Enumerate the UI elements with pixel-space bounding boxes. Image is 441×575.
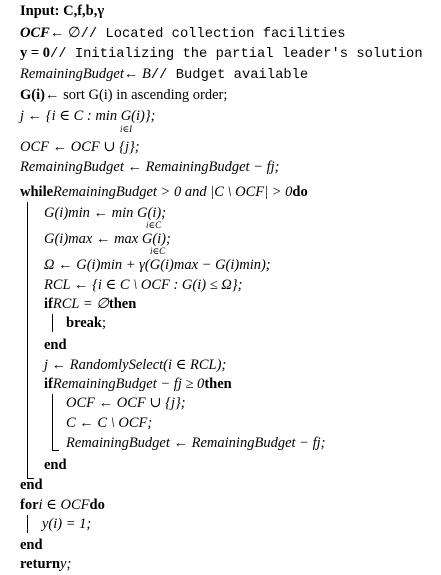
ocf-union-text: OCF ← OCF ∪ {j}; <box>20 139 140 155</box>
assign-empty: ← ∅ <box>49 25 81 41</box>
if-body-bar <box>52 314 53 332</box>
line-end-for <box>20 538 43 556</box>
ocf-symbol: OCF <box>20 25 50 41</box>
remaining-budget-symbol: RemainingBudget <box>20 66 124 82</box>
semicolon: ; <box>102 315 107 331</box>
input-line <box>20 4 104 22</box>
line-ocf-union-2 <box>66 396 186 414</box>
y-init: y = 0 <box>20 45 51 61</box>
line-budget-update <box>20 160 279 178</box>
gmin-text: G(i)min ← min G(i); <box>44 205 167 221</box>
comment-text: // Budget available <box>150 68 309 83</box>
random-select-text: j ← RandomlySelect(i ∈ RCL); <box>44 357 227 373</box>
line-omega <box>44 258 271 276</box>
for-condition: i ∈ OCF <box>38 497 90 513</box>
line-end-if-2 <box>44 458 67 476</box>
assign-b: ← B <box>123 66 151 82</box>
subscript-text: i∈C <box>146 220 162 230</box>
return-keyword: return <box>20 556 61 572</box>
c-update-text: C ← C \ OCF; <box>66 415 153 431</box>
line-break <box>66 316 106 334</box>
comment-text: // Located collection facilities <box>80 27 346 42</box>
input-text: Input: C,f,b,γ <box>20 3 105 19</box>
line-select-min <box>20 109 156 127</box>
line-y-init <box>20 46 423 64</box>
line-rcl <box>44 278 242 296</box>
line-end-while <box>20 478 43 496</box>
for-keyword: for <box>20 497 39 513</box>
do-keyword: do <box>89 497 105 513</box>
line-y-assign <box>42 517 91 535</box>
g-symbol: G(i) <box>20 87 45 103</box>
line-budget-init <box>20 67 308 85</box>
if-keyword: if <box>44 376 53 392</box>
end-keyword: end <box>20 537 43 553</box>
line-sort <box>20 88 227 106</box>
if-body-bar <box>52 394 53 450</box>
if-condition: RemainingBudget − fj ≥ 0 <box>52 376 205 392</box>
while-body-bar <box>27 202 28 478</box>
while-keyword: while <box>20 184 54 200</box>
line-random-select <box>44 358 226 376</box>
omega-text: Ω ← G(i)min + γ(G(i)max − G(i)min); <box>44 257 271 273</box>
line-for <box>20 498 105 516</box>
while-condition: RemainingBudget > 0 and |C \ OCF| > 0 <box>53 184 293 200</box>
return-value: y; <box>60 556 72 572</box>
sort-text: ← sort G(i) in ascending order; <box>44 87 228 103</box>
ocf-union-text: OCF ← OCF ∪ {j}; <box>66 395 186 411</box>
line-while <box>20 185 308 203</box>
budget-update-text: RemainingBudget ← RemainingBudget − fj; <box>66 435 326 451</box>
line-ocf-init <box>20 26 346 44</box>
then-keyword: then <box>108 296 137 312</box>
gmax-text: G(i)max ← max G(i); <box>44 231 171 247</box>
line-ocf-union <box>20 140 140 158</box>
for-body-bar <box>27 515 28 533</box>
comment-text: // Initializing the partial leader's solution <box>50 47 423 62</box>
line-if-rcl-empty <box>44 297 136 315</box>
end-keyword: end <box>20 477 43 493</box>
if-condition: RCL = ∅ <box>52 296 109 312</box>
break-keyword: break <box>66 315 102 331</box>
do-keyword: do <box>292 184 308 200</box>
end-keyword: end <box>44 457 67 473</box>
subscript-text: i∈I <box>120 124 133 134</box>
line-budget-update-2 <box>66 436 325 454</box>
subscript-text: i∈C <box>150 246 166 256</box>
select-min-text: j ← {i ∈ C : min G(i)}; <box>20 108 156 124</box>
then-keyword: then <box>204 376 232 392</box>
line-return <box>20 557 71 575</box>
rcl-text: RCL ← {i ∈ C \ OCF : G(i) ≤ Ω}; <box>44 277 243 293</box>
line-end-if <box>44 338 67 356</box>
line-c-update <box>66 416 152 434</box>
if-body-hook <box>52 450 59 451</box>
if-keyword: if <box>44 296 53 312</box>
end-keyword: end <box>44 337 67 353</box>
y-assign-text: y(i) = 1; <box>42 516 92 532</box>
budget-update-text: RemainingBudget ← RemainingBudget − fj; <box>20 159 280 175</box>
line-if-budget <box>44 377 232 395</box>
